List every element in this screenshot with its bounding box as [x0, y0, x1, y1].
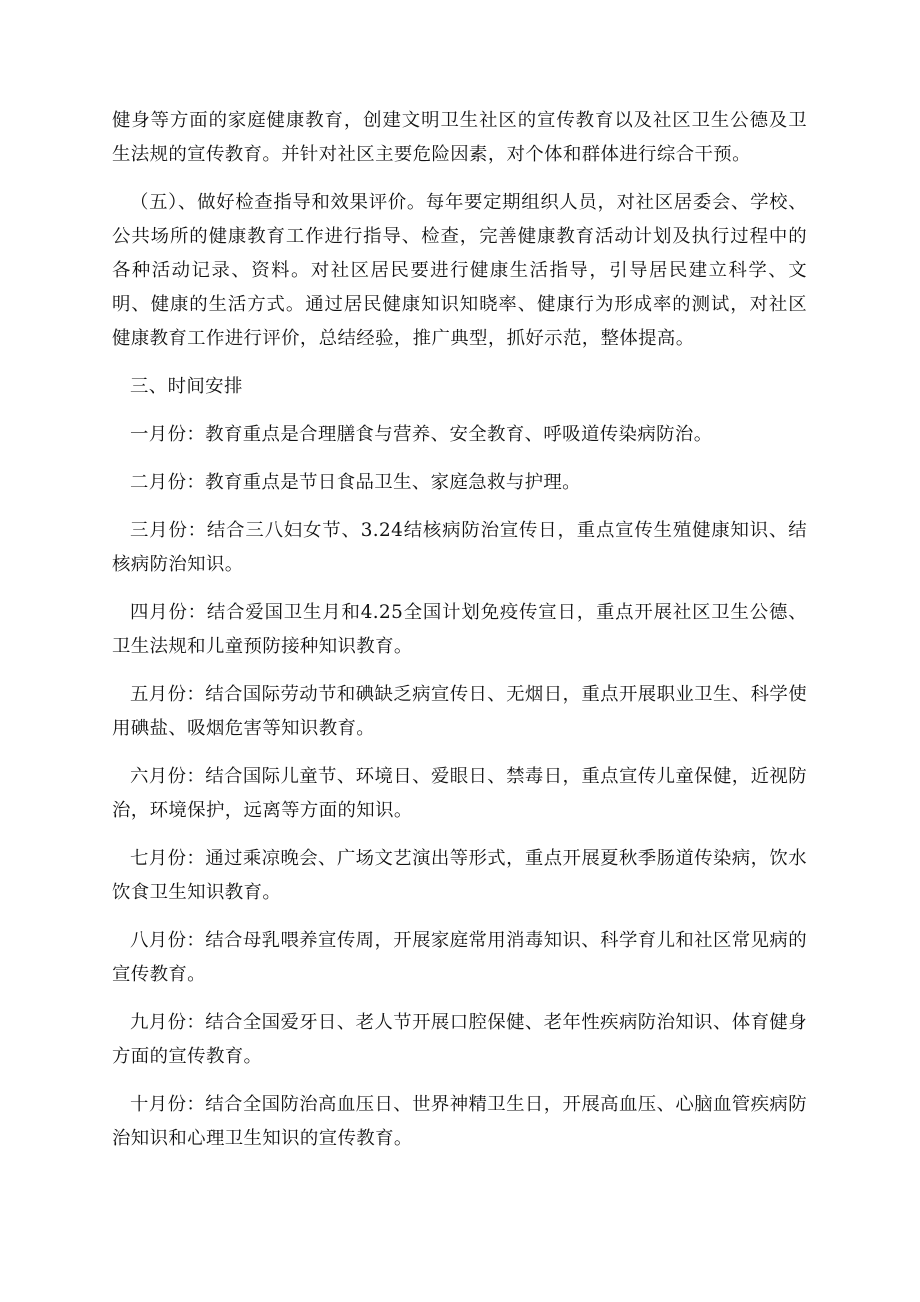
schedule-july: 七月份：通过乘凉晚会、广场文艺演出等形式，重点开展夏秋季肠道传染病，饮水饮食卫生知识教育。 [112, 848, 807, 903]
schedule-may: 五月份：结合国际劳动节和碘缺乏病宣传日、无烟日，重点开展职业卫生、科学使用碘盐、吸烟危害等知识教育。 [112, 684, 807, 739]
schedule-january: 一月份：教育重点是合理膳食与营养、安全教育、呼吸道传染病防治。 [130, 424, 713, 445]
paragraph-continuation: 健身等方面的家庭健康教育，创建文明卫生社区的宣传教育以及社区卫生公德及卫生法规的宣传教育。并针对社区主要危险因素，对个体和群体进行综合干预。 [112, 110, 807, 165]
schedule-february: 二月份：教育重点是节日食品卫生、家庭急救与护理。 [130, 472, 581, 493]
schedule-april: 四月份：结合爱国卫生月和4.25全国计划免疫传宣日，重点开展社区卫生公德、卫生法规和儿童预防接种知识教育。 [112, 602, 807, 657]
section-heading-schedule: 三、时间安排 [130, 376, 243, 397]
schedule-august: 八月份：结合母乳喂养宣传周，开展家庭常用消毒知识、科学育儿和社区常见病的宣传教育。 [112, 930, 807, 985]
document-page [112, 104, 807, 1170]
schedule-march: 三月份：结合三八妇女节、3.24结核病防治宣传日，重点宣传生殖健康知识、结核病防治知识。 [112, 520, 807, 575]
paragraph-section-five: （五）、做好检查指导和效果评价。每年要定期组织人员，对社区居委会、学校、公共场所的健康教育工作进行指导、检查，完善健康教育活动计划及执行过程中的各种活动记录、资料。对社区居民要进行健康生活指导，引导居民建立科学、文明、健康的生活方式。通过居民健康知识知晓率、健康行为形成率的测试，对社区健康教育工作进行评价，总结经验，推广典型，抓好示范，整体提高。 [112, 192, 807, 349]
schedule-september: 九月份：结合全国爱牙日、老人节开展口腔保健、老年性疾病防治知识、体育健身方面的宣传教育。 [112, 1012, 807, 1067]
schedule-june: 六月份：结合国际儿童节、环境日、爱眼日、禁毒日，重点宣传儿童保健，近视防治，环境保护，远离等方面的知识。 [112, 766, 807, 821]
schedule-october: 十月份：结合全国防治高血压日、世界神精卫生日，开展高血压、心脑血管疾病防治知识和心理卫生知识的宣传教育。 [112, 1094, 807, 1149]
